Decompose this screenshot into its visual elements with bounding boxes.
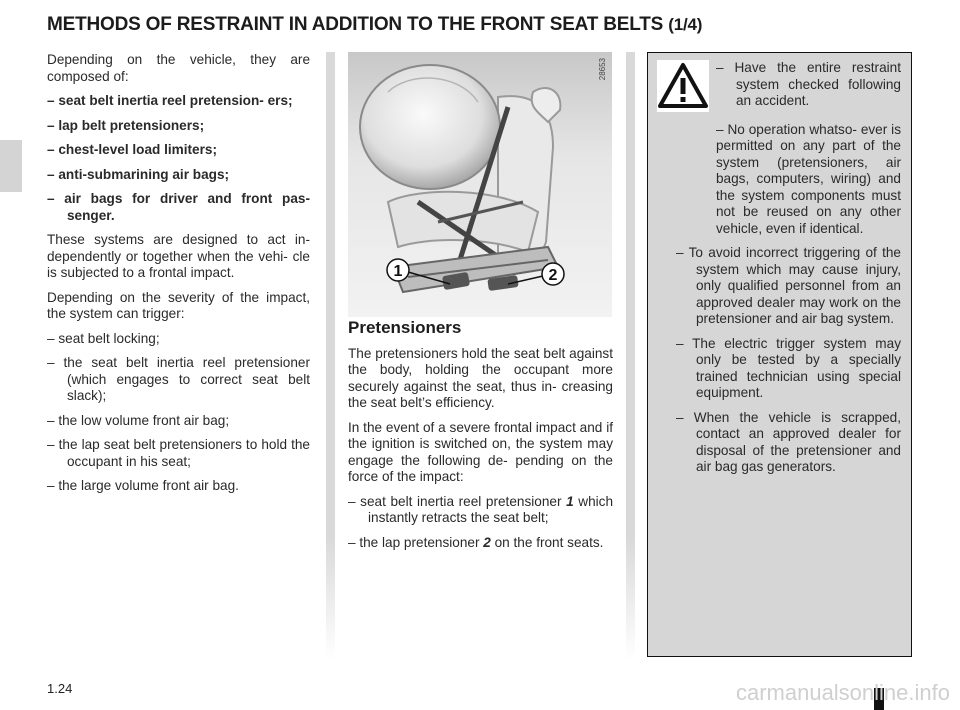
intro-text: Depending on the vehicle, they are composed of:: [47, 52, 310, 84]
item-text: on the front seats.: [490, 534, 604, 550]
pretensioner-item: [348, 494, 613, 527]
item-text: – seat belt inertia reel pretensioner: [348, 493, 567, 509]
trigger-item: – seat belt locking;: [47, 330, 160, 346]
warning-text: [676, 60, 901, 484]
section-tab: [0, 140, 22, 192]
item-text: – the lap pretensioner: [348, 534, 484, 550]
callout-1-label: 1: [393, 263, 403, 280]
seat-airbag-illustration: [348, 52, 612, 317]
middle-column: [348, 320, 613, 559]
item-number: 2: [483, 534, 491, 550]
figure-id: 28653: [598, 58, 607, 81]
trigger-item: – the seat belt inertia reel pretensioner (which engages to correct seat belt slack);: [47, 355, 310, 403]
watermark: carmanualsonline.info: [735, 680, 950, 705]
section-heading: Pretensioners: [348, 318, 462, 337]
systems-paragraph: These systems are designed to act in- dependently or together when the vehi- cle is subjected to a frontal impact.: [47, 232, 310, 280]
severity-paragraph: Depending on the severity of the impact, the system can trigger:: [47, 289, 310, 321]
warning-item: – Have the entire restraint system checked following an accident.: [716, 60, 901, 108]
title-part: (1/4): [668, 15, 703, 34]
warning-item: – When the vehicle is scrapped, contact an approved dealer for disposal of the pretensioner and air bag gas generators.: [676, 409, 901, 474]
component-item: – lap belt pretensioners;: [47, 117, 205, 133]
component-item: – chest-level load limiters;: [47, 142, 217, 157]
trigger-item: – the large volume front air bag.: [47, 478, 239, 493]
page-title: [47, 14, 927, 36]
title-text: METHODS OF RESTRAINT IN ADDITION TO THE FRONT SEAT BELTS: [47, 14, 664, 35]
pretensioner-paragraph: The pretensioners hold the seat belt against the body, holding the occupant more securely against the seat, thus in- creasing the seat belt’s efficiency.: [348, 345, 613, 410]
callout-2-label: 2: [548, 267, 558, 284]
warning-item: – To avoid incorrect triggering of the system which may cause injury, only qualified personnel from an approved dealer may work on the pretensioner and air bag system.: [676, 245, 901, 326]
page-number: 1.24: [47, 681, 73, 696]
impact-paragraph: In the event of a severe frontal impact and if the ignition is switched on, the system may engage the following de- pending on the force of the impact:: [348, 419, 613, 484]
component-item: – anti-submarining air bags;: [47, 166, 230, 182]
component-item: – seat belt inertia reel pretension- ers;: [47, 93, 293, 108]
pretensioner-item: [348, 535, 613, 552]
item-number: 1: [566, 493, 574, 509]
trigger-item: – the low volume front air bag;: [47, 412, 230, 428]
component-item: – air bags for driver and front pas- senger.: [47, 191, 310, 223]
seat-airbag-figure: [348, 52, 612, 317]
warning-item: – The electric trigger system may only be tested by a specially trained technician using special equipment.: [676, 335, 901, 400]
column-divider: [626, 52, 635, 660]
trigger-item: – the lap seat belt pretensioners to hold the occupant in his seat;: [47, 437, 310, 469]
left-column: [47, 52, 310, 503]
item-text: which instantly retracts the seat belt;: [368, 493, 614, 525]
warning-item: – No operation whatso- ever is permitted on any part of the system (pretensioners, air bags, computers, wiring) and the system components must not be reused on any other vehicle, even if identical.: [716, 121, 901, 236]
column-divider: [326, 52, 335, 660]
